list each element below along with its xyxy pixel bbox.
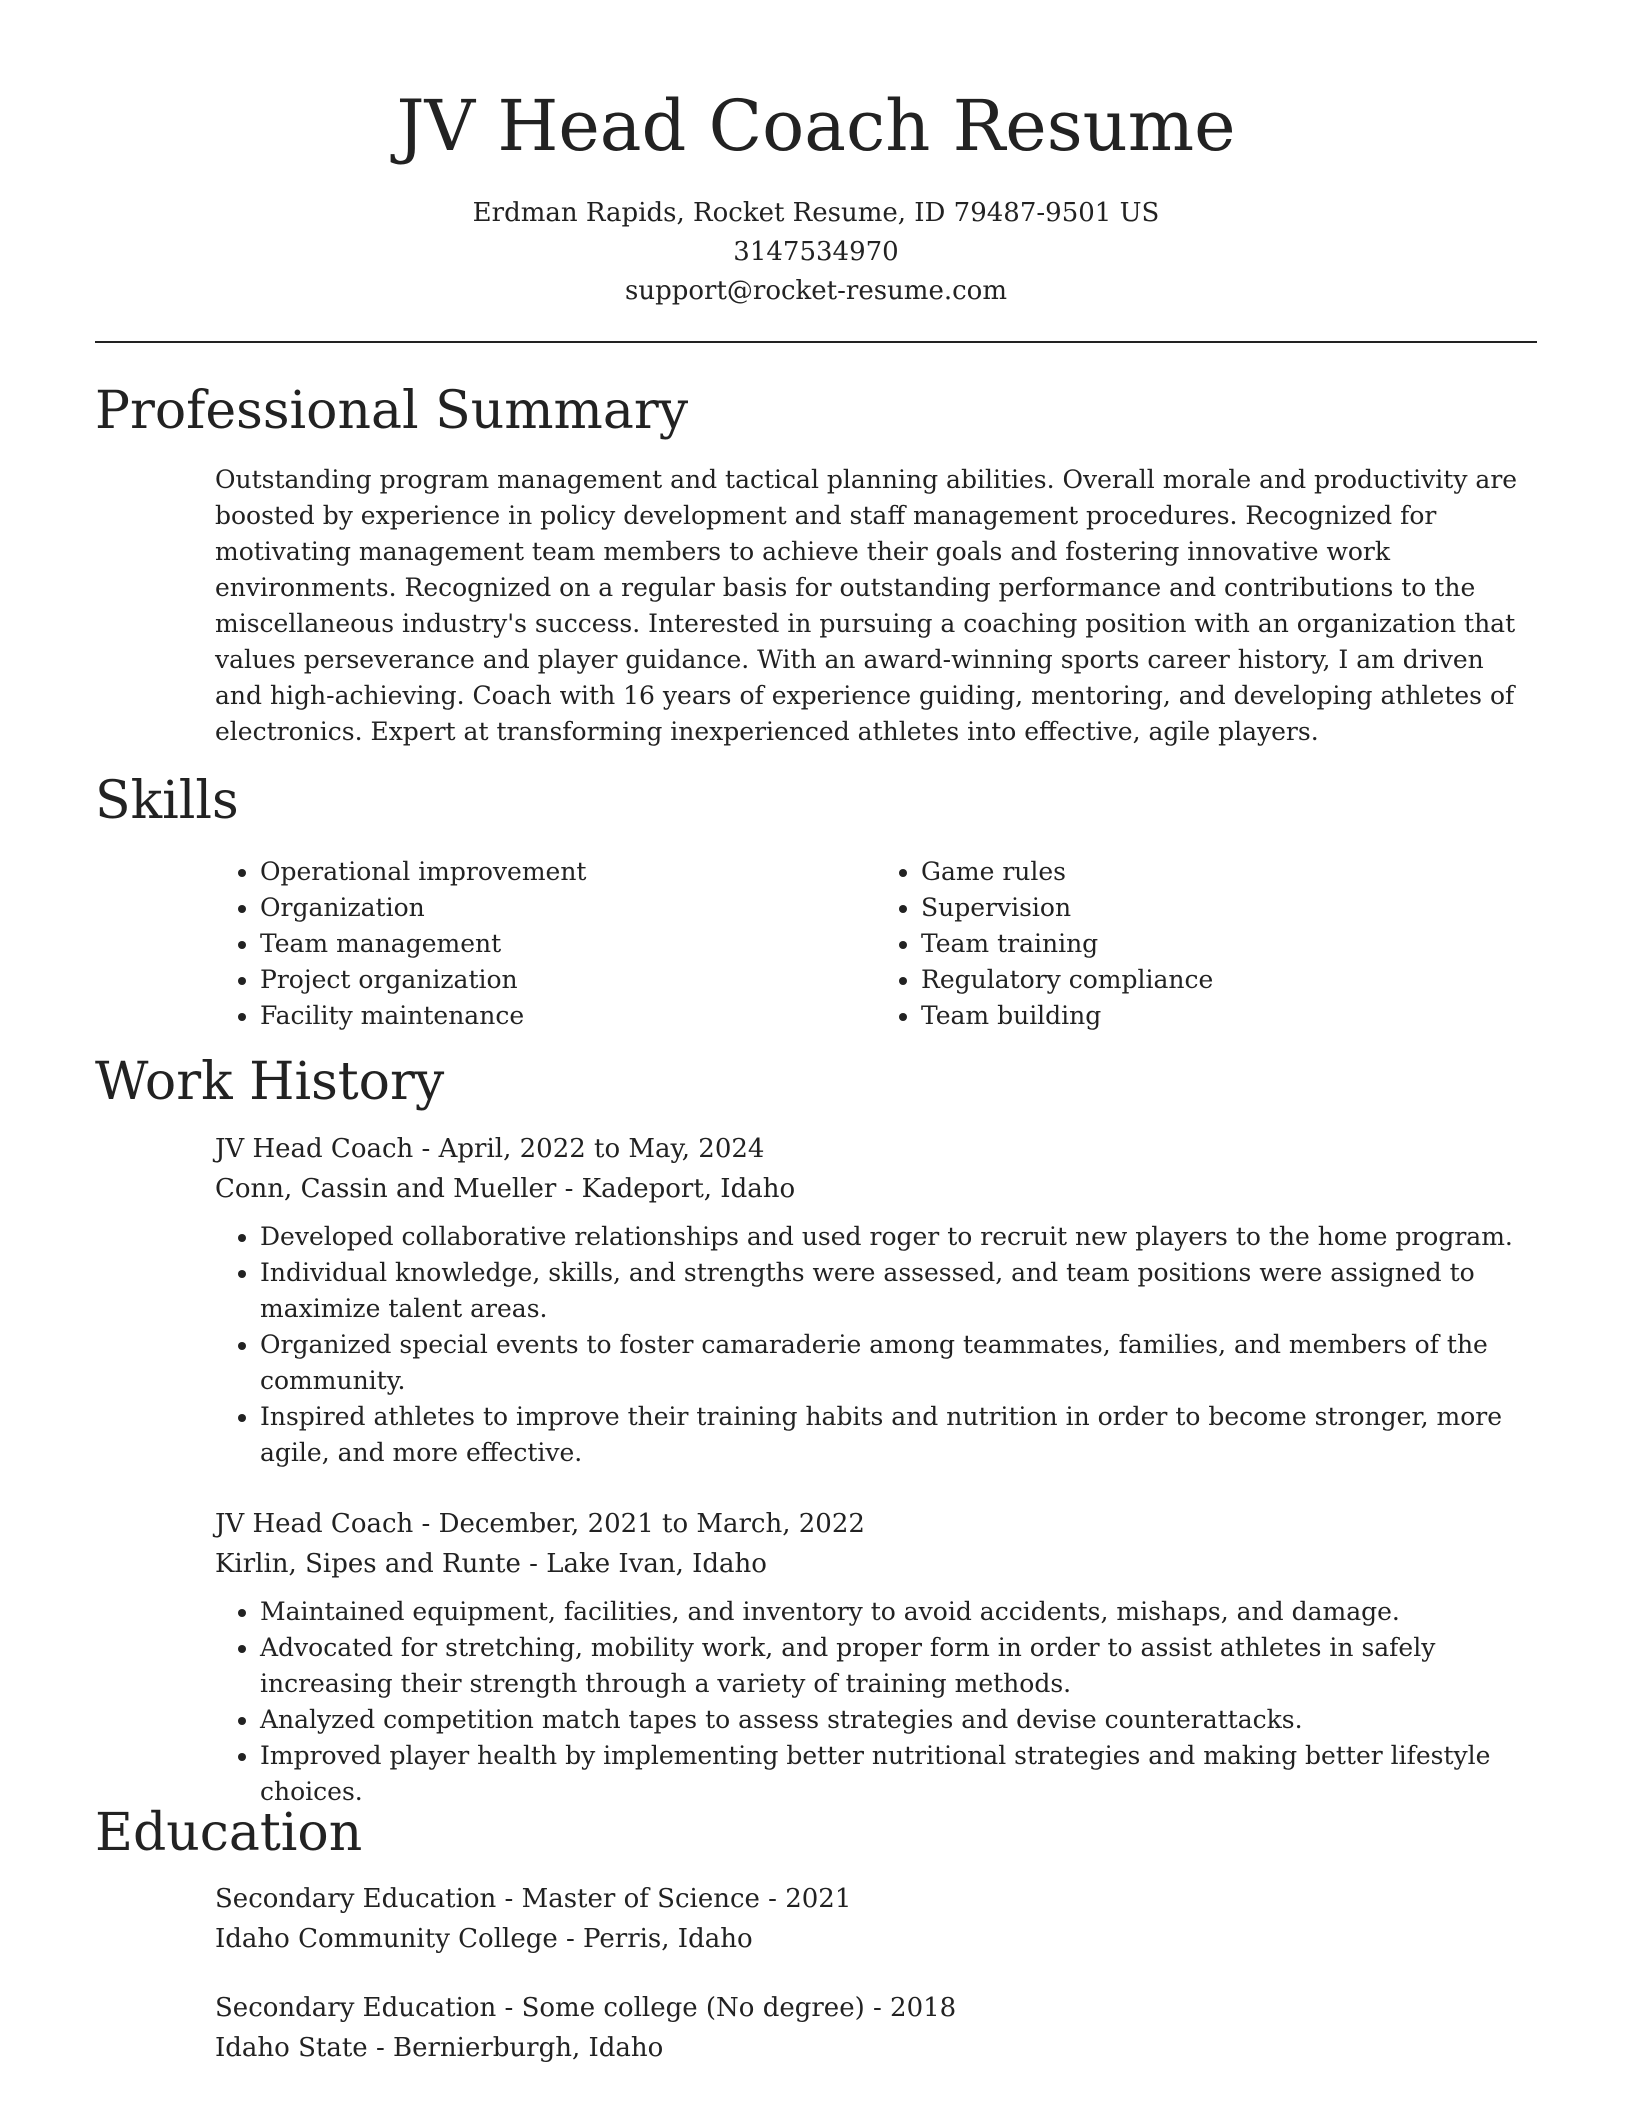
work-history-heading: Work History [95,1052,445,1112]
job-entry [215,1504,1537,1810]
summary-text: Outstanding program management and tactical planning abilities. Overall morale and productivity are boosted by experience in policy development and staff management procedures. Recognized for motivating management team members to achieve their goals and fostering innovative work environments. Recognized on a regular basis for outstanding performance and contributions to the miscellaneous industry's success. Interested in pursuing a coaching position with an organization that values perseverance and player guidance. With an award-winning sports career history, I am driven and high-achieving. Coach with 16 years of experience guiding, mentoring, and developing athletes of electronics. Expert at transforming inexperienced athletes into effective, agile players. [215,465,1518,746]
resume-header [0,0,1632,311]
contact-email: support@rocket-resume.com [624,276,1007,306]
job-bullet: • Inspired athletes to improve their training habits and nutrition in order to become stronger, more agile, and more effective. [260,1399,1537,1471]
job-bullet: • Organized special events to foster camaraderie among teammates, families, and members of the community. [260,1327,1537,1399]
skill-item: • Facility maintenance [260,998,876,1034]
skills-column-right [876,854,1537,1034]
job-role: JV Head Coach - December, 2021 to March, 2022 [215,1509,865,1539]
education-entry [215,1988,1537,2068]
job-bullet: • Individual knowledge, skills, and strengths were assessed, and team positions were assigned to maximize talent areas. [260,1255,1537,1327]
skill-item: • Organization [260,890,876,926]
skills-list [215,854,1537,1034]
education-heading: Education [95,1803,363,1863]
contact-phone: 3147534970 [733,237,899,267]
education-degree: Secondary Education - Master of Science - 2021 [215,1884,852,1914]
job-bullets [215,1594,1537,1810]
job-bullet: • Analyzed competition match tapes to assess strategies and devise counterattacks. [260,1702,1537,1738]
skill-item: • Team building [921,998,1537,1034]
skill-item: • Project organization [260,962,876,998]
skill-item: • Regulatory compliance [921,962,1537,998]
job-entry [215,1129,1537,1471]
job-bullet: • Maintained equipment, facilities, and inventory to avoid accidents, mishaps, and damage. [260,1594,1537,1630]
skill-item: • Game rules [921,854,1537,890]
job-company: Kirlin, Sipes and Runte - Lake Ivan, Idaho [215,1549,767,1579]
job-role: JV Head Coach - April, 2022 to May, 2024 [215,1134,765,1164]
job-bullet: • Developed collaborative relationships and used roger to recruit new players to the home program. [260,1219,1537,1255]
contact-info [0,194,1632,311]
contact-address: Erdman Rapids, Rocket Resume, ID 79487-9501 US [472,198,1160,228]
skills-column-left [215,854,876,1034]
skill-item: • Operational improvement [260,854,876,890]
summary-heading: Professional Summary [95,381,689,441]
header-divider [95,341,1537,343]
skill-item: • Team management [260,926,876,962]
education-degree: Secondary Education - Some college (No degree) - 2018 [215,1993,957,2023]
education-school: Idaho State - Bernierburgh, Idaho [215,2033,664,2063]
education-school: Idaho Community College - Perris, Idaho [215,1924,753,1954]
skill-item: • Team training [921,926,1537,962]
job-bullet: • Improved player health by implementing better nutritional strategies and making better lifestyle choices. [260,1738,1537,1810]
job-bullet: • Advocated for stretching, mobility work, and proper form in order to assist athletes in safely increasing their strength through a variety of training methods. [260,1630,1537,1702]
skills-heading: Skills [95,771,239,831]
resume-title: JV Head Coach Resume [396,85,1236,167]
education-entry [215,1879,1537,1959]
job-bullets [215,1219,1537,1471]
skill-item: • Supervision [921,890,1537,926]
job-company: Conn, Cassin and Mueller - Kadeport, Idaho [215,1174,796,1204]
